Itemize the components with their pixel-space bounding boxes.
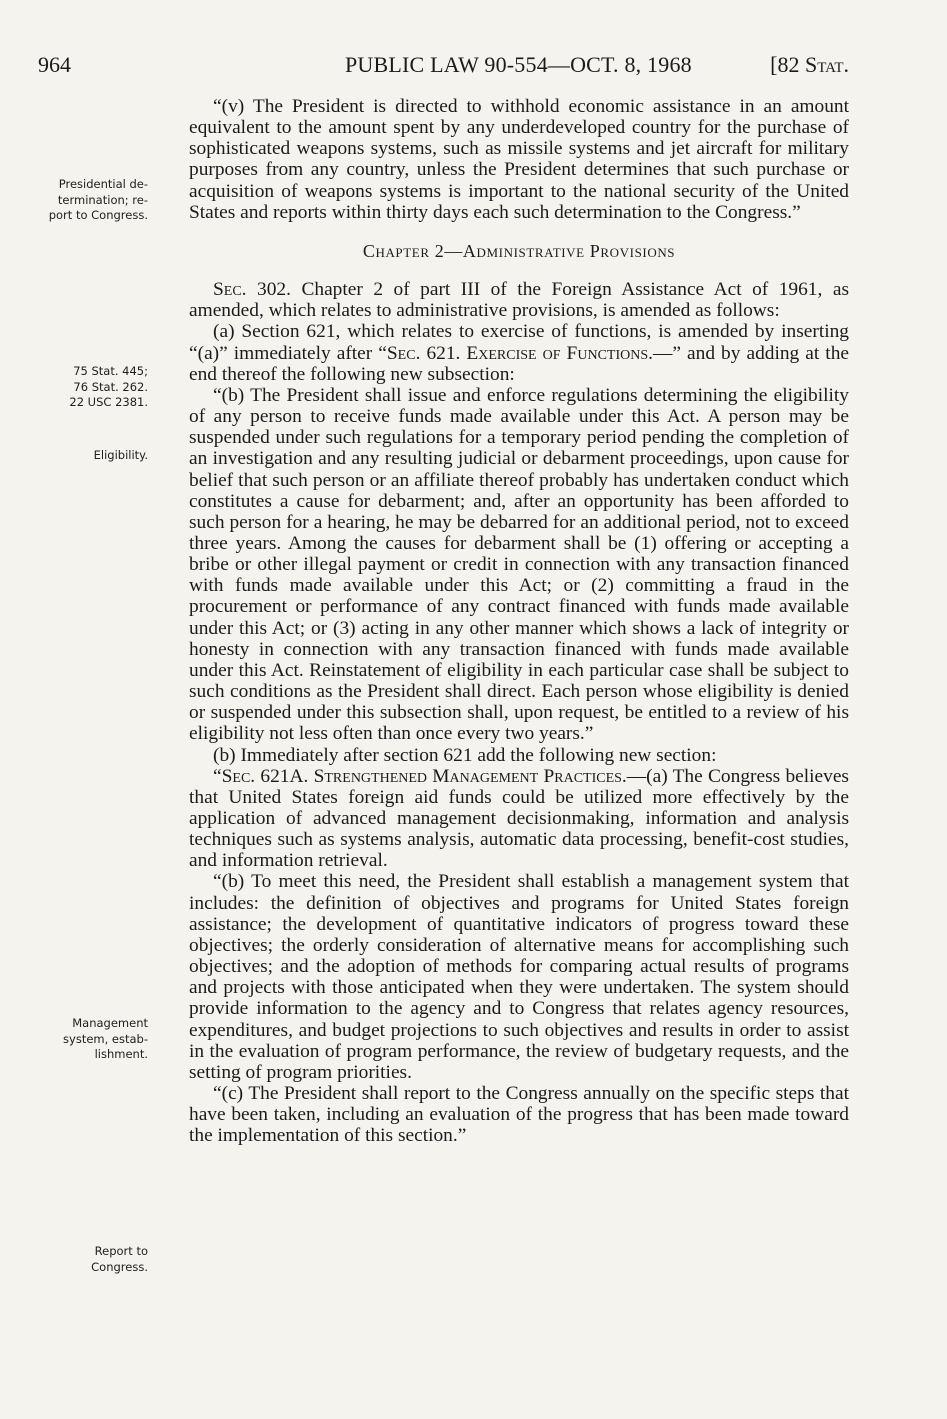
paragraph-report: “(c) The President shall report to the Congress annually on the specific steps that have been taken, including an evaluation of the progress that has been made toward the implementation of this section.” — [189, 1083, 849, 1147]
section-621a-title: Sec. 621A. Strengthened Management Practices. — [221, 765, 627, 787]
paragraph-b-intro: (b) Immediately after section 621 add the following new section: — [213, 744, 717, 766]
page-number: 964 — [38, 52, 71, 77]
margin-notes — [0, 0, 160, 1419]
paragraph-management-system: “(b) To meet this need, the President shall establish a management system that includes: the definition of objectives and programs for United States foreign assistance; the development of quantitative indicators of progress toward these objectives; the orderly consideration of alternative means for accomplishing such objectives; and the adoption of methods for comparing actual results of programs and projects with those anticipated when they were undertaken. The system should provide information to the agency and to Congress that relates agency resources, expenditures, and budget projections to such objectives and results in order to assist in the evaluation of program performance, the review of budgetary requests, and the setting of program priorities. — [189, 871, 849, 1083]
law-text — [189, 96, 849, 1147]
volume-stat: Stat. — [804, 52, 849, 77]
running-head: PUBLIC LAW 90-554—OCT. 8, 1968 — [345, 52, 692, 77]
paragraph-sec-621a — [189, 766, 849, 872]
paragraph-621a-text: —(a) The Congress believes that United States foreign aid funds could be utilized more effectively by the application of advanced management decisionmaking, information and analysis techniques such as systems analysis, automatic data processing, benefit-cost studies, and information retrieval. — [189, 765, 849, 872]
volume-citation — [770, 52, 849, 78]
paragraph-a — [189, 321, 849, 384]
margin-note-eligibility: Eligibility. — [93, 448, 148, 462]
paragraph-eligibility: “(b) The President shall issue and enforce regulations determining the eligibility of any person to receive funds made available under this Act. A person may be suspended under such regulations for a temporary period pending the completion of an investigation and any resulting judicial or debarment proceedings, upon cause for belief that such person or an affiliate thereof probably has undertaken conduct which constitutes a cause for debarment; and, after an opportunity has been afforded to such person for a hearing, he may be debarred for an additional period, not to exceed three years. Among the causes for debarment shall be (1) offering or accepting a bribe or other illegal payment or credit in connection with any transaction financed with funds made available under this Act; or (2) committing a fraud in the procurement or performance of any contract financed with funds made available under this Act; or (3) acting in any other manner which shows a lack of integrity or honesty in connection with any transaction financed with funds made available under this Act. Reinstatement of eligibility in each particular case shall be subject to such conditions as the President shall direct. Each person whose eligibility is denied or suspended under this subsection shall, upon request, be entitled to a review of his eligibility not less often than once every two years.” — [189, 384, 849, 745]
chapter-heading: Chapter 2—Administrative Provisions — [362, 240, 676, 261]
volume-prefix: [82 — [770, 52, 805, 77]
margin-note-management-system: Management system, estab- lishment. — [63, 1016, 148, 1062]
paragraph-sec-302 — [189, 279, 849, 321]
sec-302-text: 302. Chapter 2 of part III of the Foreign Assistance Act of 1961, as amended, which relates to administrative provisions, is amended as follows: — [189, 279, 849, 322]
section-621-title: Sec. 621. Exercise of Functions. — [386, 342, 653, 364]
paragraph-a-part1: (a) Section 621, which relates to exercise of functions, is amended by inserting “(a)” immediately after “ — [189, 321, 849, 364]
paragraph-v: “(v) The President is directed to withhold economic assistance in an amount equivalent to the amount spent by any underdeveloped country for the purchase of sophisticated weapons systems, such as missile systems and jet aircraft for military purposes from any country, unless the President determines that such purchase or acquisition of weapons systems is important to the national security of the United States and reports within thirty days each such determination to the Congress.” — [189, 96, 849, 223]
margin-note-report-to-congress: Report to Congress. — [91, 1244, 148, 1274]
quote-open: “ — [213, 765, 222, 787]
margin-note-presidential-determination: Presidential de- termination; re- port to Congress. — [48, 177, 148, 223]
margin-note-statute-citation: 75 Stat. 445; 76 Stat. 262. 22 USC 2381. — [69, 364, 148, 410]
paragraph-a-part2: —” and by adding at the end thereof the following new subsection: — [189, 342, 849, 385]
sec-label: Sec. — [213, 279, 247, 301]
